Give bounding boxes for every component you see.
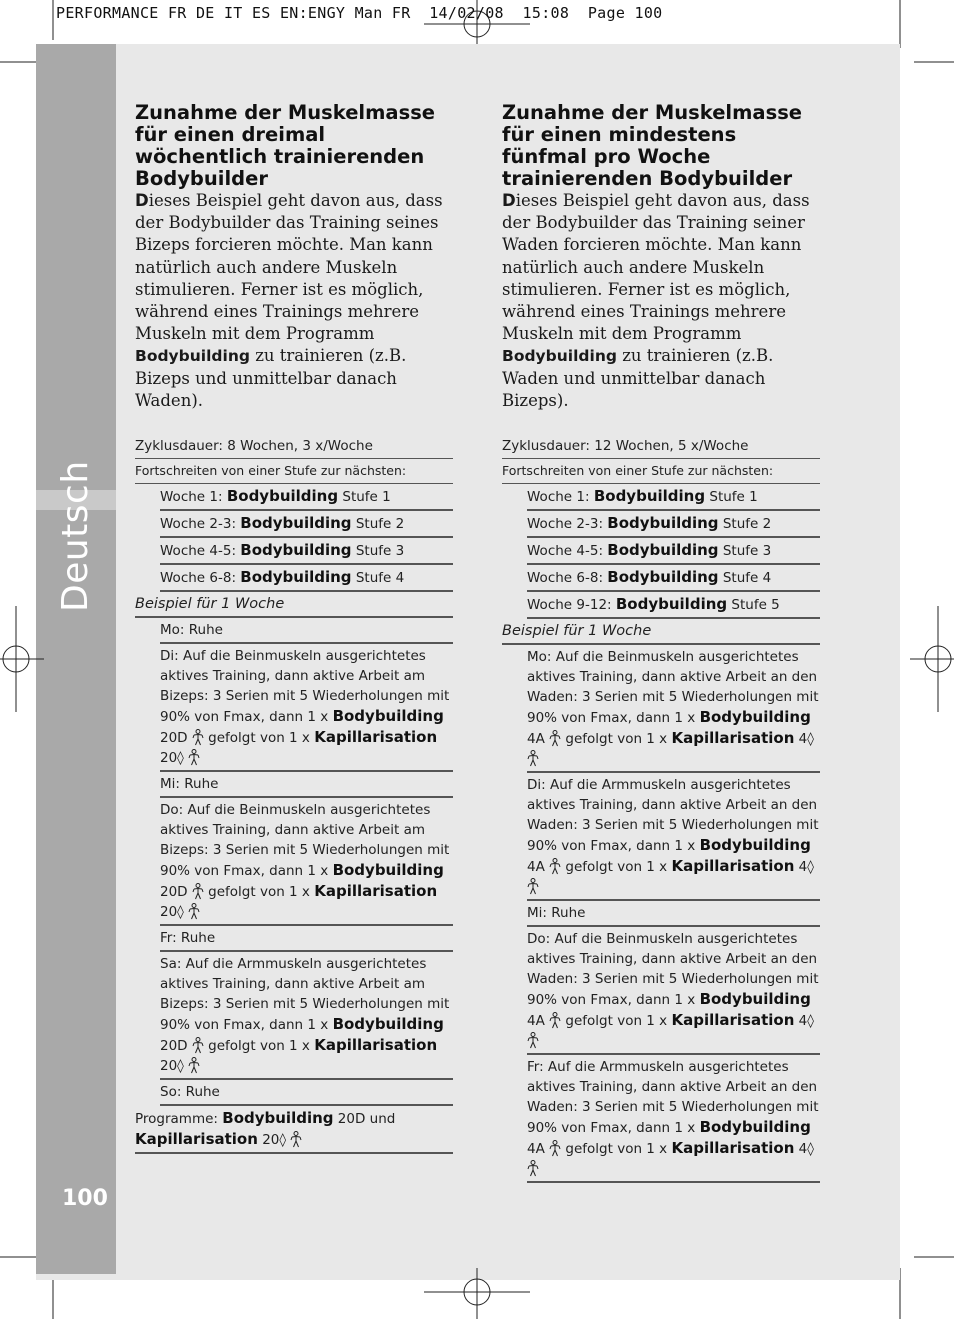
day-row: Mo: Auf die Beinmuskeln ausgerichtetes aktives Training, dann aktive Arbeit an den Waden: 3 Serien mit 5 Wiederholungen mit 90% von Fmax, dann 1 x Bodybuilding 4A gefolgt von 1 x Kapillarisation 4◊ <box>527 645 820 773</box>
section-title: Zunahme der Muskelmasse für einen dreimal wöchentlich trainierenden Bodybuilder <box>135 101 436 190</box>
week-row: Woche 6-8: Bodybuilding Stufe 4 <box>527 565 820 592</box>
day-row: Mi: Ruhe <box>160 772 453 798</box>
week-row: Woche 4-5: Bodybuilding Stufe 3 <box>527 538 820 565</box>
cycle-duration: Zyklusdauer: 8 Wochen, 3 x/Woche <box>135 434 453 459</box>
day-row: Fr: Ruhe <box>160 926 453 952</box>
registration-mark-icon <box>0 606 44 712</box>
week-row: Woche 2-3: Bodybuilding Stufe 2 <box>527 511 820 538</box>
person-figure-icon <box>188 749 200 766</box>
day-row: Di: Auf die Beinmuskeln ausgerichtetes aktives Training, dann aktive Arbeit am Bizeps: 3 Serien mit 5 Wiederholungen mit 90% von Fmax, dann 1 x Bodybuilding 20D gefolgt von 1 x Kapillarisation 20◊ <box>160 644 453 772</box>
registration-mark-icon <box>424 1268 530 1319</box>
left-column <box>135 102 453 1154</box>
page-number: 100 <box>62 1186 108 1211</box>
person-figure-icon <box>549 1140 561 1157</box>
week-row: Woche 6-8: Bodybuilding Stufe 4 <box>160 565 453 592</box>
day-row: Fr: Auf die Armmuskeln ausgerichtetes aktives Training, dann aktive Arbeit an den Waden: 3 Serien mit 5 Wiederholungen mit 90% von Fmax, dann 1 x Bodybuilding 4A gefolgt von 1 x Kapillarisation 4◊ <box>527 1055 820 1183</box>
person-figure-icon <box>192 883 204 900</box>
example-heading: Beispiel für 1 Woche <box>135 592 453 618</box>
person-figure-icon <box>527 1032 539 1049</box>
person-figure-icon <box>549 858 561 875</box>
progress-label: Fortschreiten von einer Stufe zur nächsten: <box>502 459 820 484</box>
person-figure-icon <box>527 878 539 895</box>
week-row: Woche 4-5: Bodybuilding Stufe 3 <box>160 538 453 565</box>
right-column <box>502 102 820 1183</box>
person-figure-icon <box>192 729 204 746</box>
day-row: Sa: Auf die Armmuskeln ausgerichtetes aktives Training, dann aktive Arbeit am Bizeps: 3 Serien mit 5 Wiederholungen mit 90% von Fmax, dann 1 x Bodybuilding 20D gefolgt von 1 x Kapillarisation 20◊ <box>160 952 453 1080</box>
person-figure-icon <box>192 1037 204 1054</box>
week-row: Woche 1: Bodybuilding Stufe 1 <box>160 484 453 511</box>
intro-paragraph: Dieses Beispiel geht davon aus, dass der Bodybuilder das Training seines Bizeps forcieren möchte. Man kann natürlich auch andere Muskeln stimulieren. Ferner ist es möglich, während eines Trainings mehrere Muskeln mit dem Programm Bodybuilding zu trainieren (z.B. Bizeps und unmittelbar danach Waden). <box>135 191 443 410</box>
day-row: So: Ruhe <box>160 1080 453 1106</box>
day-row: Mi: Ruhe <box>527 901 820 927</box>
registration-mark-icon <box>910 606 954 712</box>
progress-label: Fortschreiten von einer Stufe zur nächsten: <box>135 459 453 484</box>
week-row: Woche 1: Bodybuilding Stufe 1 <box>527 484 820 511</box>
person-figure-icon <box>549 730 561 747</box>
section-title: Zunahme der Muskelmasse für einen mindestens fünfmal pro Woche trainierenden Bodybuilder <box>502 101 803 190</box>
side-band <box>36 44 116 1274</box>
week-row: Woche 2-3: Bodybuilding Stufe 2 <box>160 511 453 538</box>
day-row: Mo: Ruhe <box>160 618 453 644</box>
day-row: Do: Auf die Beinmuskeln ausgerichtetes aktives Training, dann aktive Arbeit am Bizeps: 3 Serien mit 5 Wiederholungen mit 90% von Fmax, dann 1 x Bodybuilding 20D gefolgt von 1 x Kapillarisation 20◊ <box>160 798 453 926</box>
programs-row: Programme: Bodybuilding 20D und Kapillarisation 20◊ <box>135 1106 453 1154</box>
person-figure-icon <box>527 750 539 767</box>
person-figure-icon <box>527 1160 539 1177</box>
intro-paragraph: Dieses Beispiel geht davon aus, dass der Bodybuilder das Training seiner Waden forcieren möchte. Man kann natürlich auch andere Muskeln stimulieren. Ferner ist es möglich, während eines Trainings mehrere Muskeln mit dem Programm Bodybuilding zu trainieren (z.B. Waden und unmittelbar danach Bizeps). <box>502 191 810 410</box>
print-slug-header: PERFORMANCE FR DE IT ES EN:ENGY Man FR 14/02/08 15:08 Page 100 <box>56 4 663 22</box>
person-figure-icon <box>549 1012 561 1029</box>
person-figure-icon <box>290 1131 302 1148</box>
cycle-duration: Zyklusdauer: 12 Wochen, 5 x/Woche <box>502 434 820 459</box>
example-heading: Beispiel für 1 Woche <box>502 619 820 645</box>
day-row: Di: Auf die Armmuskeln ausgerichtetes aktives Training, dann aktive Arbeit an den Waden: 3 Serien mit 5 Wiederholungen mit 90% von Fmax, dann 1 x Bodybuilding 4A gefolgt von 1 x Kapillarisation 4◊ <box>527 773 820 901</box>
day-row: Do: Auf die Beinmuskeln ausgerichtetes aktives Training, dann aktive Arbeit an den Waden: 3 Serien mit 5 Wiederholungen mit 90% von Fmax, dann 1 x Bodybuilding 4A gefolgt von 1 x Kapillarisation 4◊ <box>527 927 820 1055</box>
person-figure-icon <box>188 903 200 920</box>
week-row: Woche 9-12: Bodybuilding Stufe 5 <box>527 592 820 619</box>
person-figure-icon <box>188 1057 200 1074</box>
language-tab-label: Deutsch <box>55 460 96 612</box>
